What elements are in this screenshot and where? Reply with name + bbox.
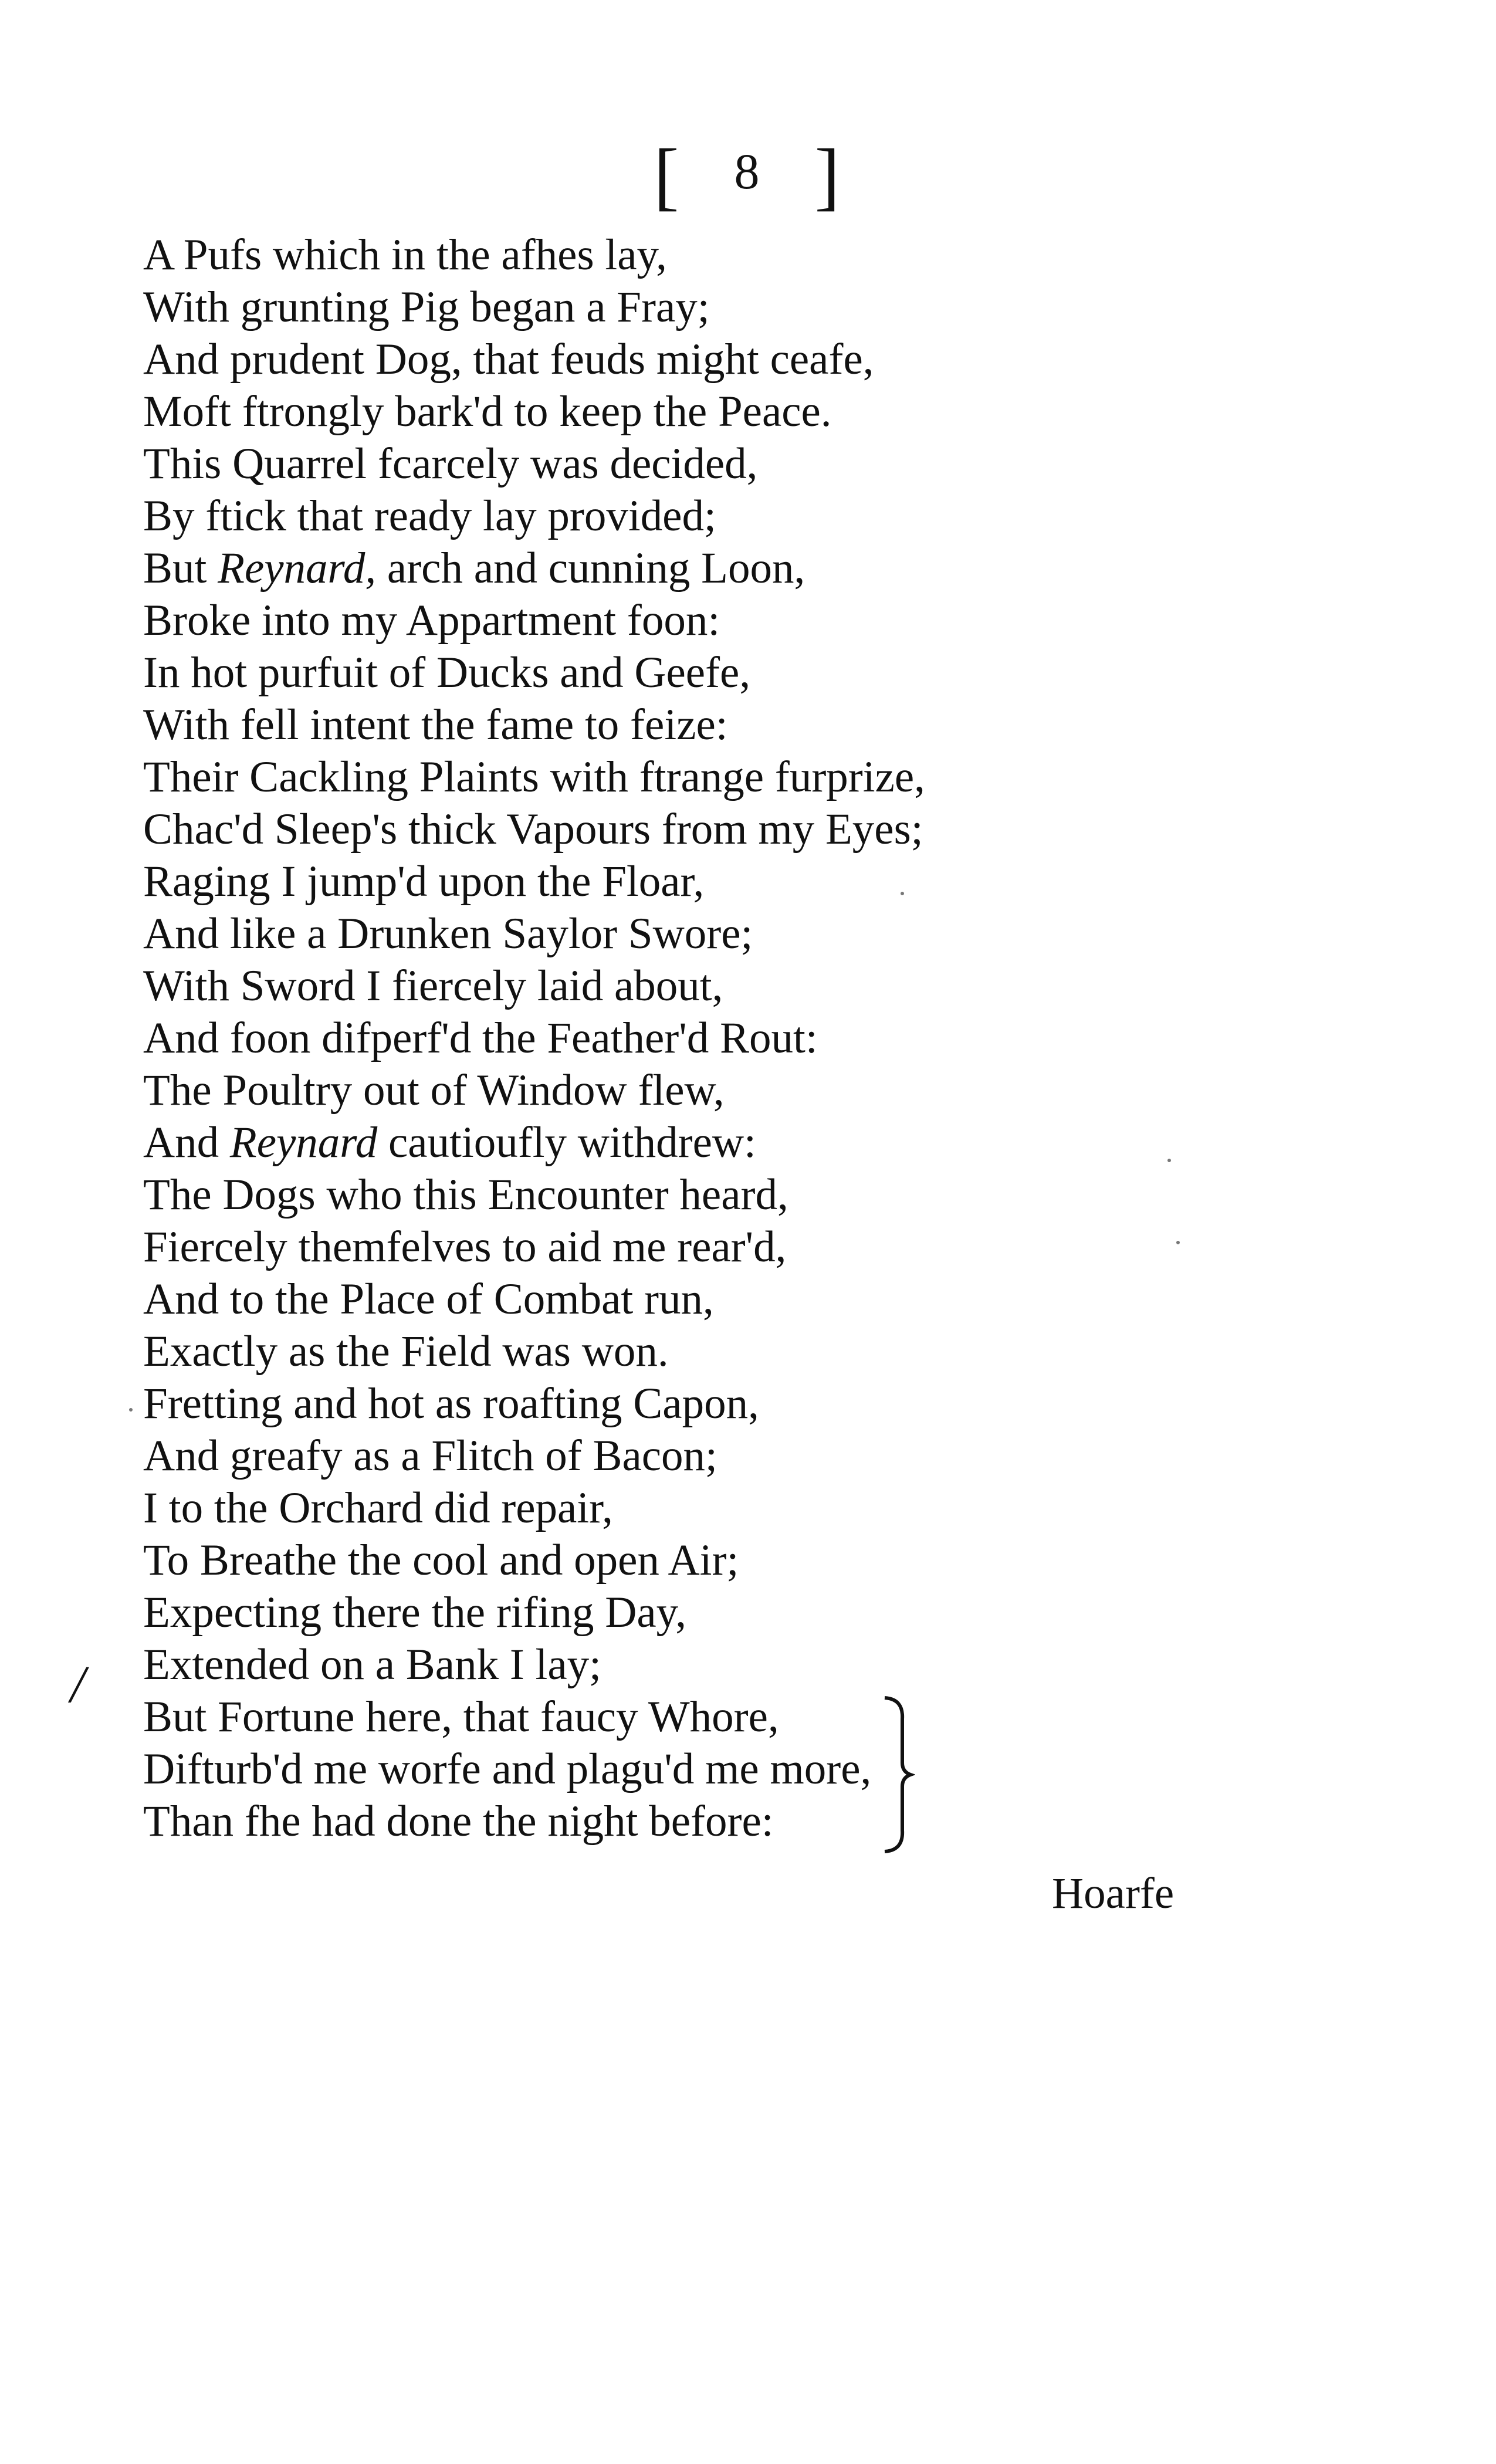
poem-line: Chac'd Sleep's thick Vapours from my Eyes; bbox=[143, 805, 923, 854]
print-speck bbox=[1176, 1241, 1180, 1244]
poem-line: With Sword I fiercely laid about, bbox=[143, 962, 723, 1010]
poem-line: With fell intent the fame to feize: bbox=[143, 700, 728, 749]
poem-body bbox=[143, 229, 1258, 1847]
poem-italic-name: Reynard, bbox=[218, 544, 377, 593]
poem-line: Fretting and hot as roafting Capon, bbox=[143, 1379, 759, 1428]
poem-line: To Breathe the cool and open Air; bbox=[143, 1536, 739, 1585]
print-speck bbox=[129, 1408, 133, 1412]
poem-line bbox=[143, 542, 1258, 594]
poem-line-prefix: But bbox=[143, 544, 207, 593]
poem-line: The Dogs who this Encounter heard, bbox=[143, 1170, 788, 1219]
page-number-right-bracket: ] bbox=[814, 134, 842, 218]
poem-line: And foon difperf'd the Feather'd Rout: bbox=[143, 1014, 818, 1062]
poem-line: Their Cackling Plaints with ftrange furprize, bbox=[143, 753, 925, 801]
page-number-left-bracket: [ bbox=[654, 134, 682, 218]
brace-curve bbox=[885, 1698, 911, 1852]
poem-line: Raging I jump'd upon the Floar, bbox=[143, 857, 705, 906]
poem-line: Exactly as the Field was won. bbox=[143, 1327, 669, 1376]
print-speck bbox=[1167, 1159, 1171, 1162]
poem-line: In hot purfuit of Ducks and Geefe, bbox=[143, 648, 751, 697]
triplet-brace bbox=[880, 1695, 915, 1854]
poem-line bbox=[143, 1116, 1258, 1169]
print-speck bbox=[901, 892, 904, 895]
poem-line: This Quarrel fcarcely was decided, bbox=[143, 439, 758, 488]
poem-line: Extended on a Bank I lay; bbox=[143, 1640, 602, 1689]
poem-line: And greafy as a Flitch of Bacon; bbox=[143, 1431, 717, 1480]
poem-line: And to the Place of Combat run, bbox=[143, 1275, 714, 1324]
poem-line: Fiercely themfelves to aid me rear'd, bbox=[143, 1223, 787, 1271]
margin-mark: / bbox=[70, 1656, 86, 1714]
catchword: Hoarfe bbox=[1052, 1869, 1175, 1918]
poem-line: Moft ftrongly bark'd to keep the Peace. bbox=[143, 387, 832, 436]
poem-line: But Fortune here, that faucy Whore, bbox=[143, 1693, 779, 1741]
poem-line: By ftick that ready lay provided; bbox=[143, 492, 716, 540]
poem-italic-name: Reynard bbox=[229, 1118, 378, 1167]
poem-line: And like a Drunken Saylor Swore; bbox=[143, 909, 753, 958]
poem-line: A Pufs which in the afhes lay, bbox=[143, 231, 667, 279]
poem-line: The Poultry out of Window flew, bbox=[143, 1066, 725, 1115]
poem-line-rest: cautioufly withdrew: bbox=[388, 1118, 756, 1167]
poem-line: With grunting Pig began a Fray; bbox=[143, 283, 710, 331]
poem-line: And prudent Dog, that feuds might ceafe, bbox=[143, 335, 874, 384]
poem-line: Broke into my Appartment foon: bbox=[143, 596, 720, 645]
poem-line: Difturb'd me worfe and plagu'd me more, bbox=[143, 1745, 872, 1793]
poem-line-prefix: And bbox=[143, 1118, 219, 1167]
poem-line: Expecting there the rifing Day, bbox=[143, 1588, 687, 1637]
poem-line-rest: arch and cunning Loon, bbox=[387, 544, 805, 593]
page-number-value: 8 bbox=[734, 143, 762, 199]
page-number bbox=[0, 132, 1496, 220]
poem-line: Than fhe had done the night before: bbox=[143, 1797, 774, 1846]
poem-line: I to the Orchard did repair, bbox=[143, 1484, 613, 1532]
